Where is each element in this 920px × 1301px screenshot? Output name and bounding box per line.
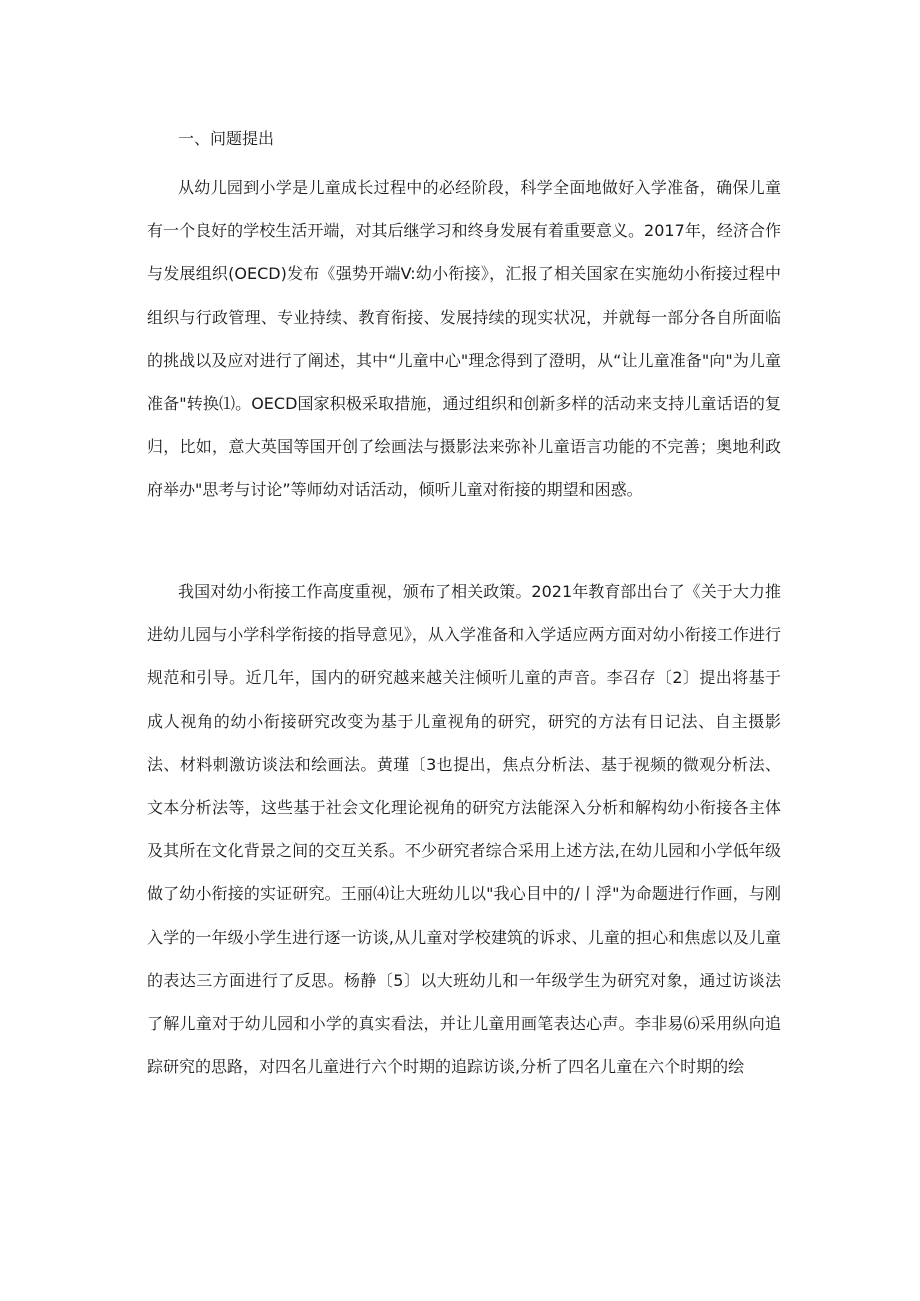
paragraph-2: 我国对幼小衔接工作高度重视，颁布了相关政策。2021年教育部出台了《关于大力推进幼儿园与小学科学衔接的指导意见》，从入学准备和入学适应两方面对幼小衔接工作进行规范和引导。近几年，国内的研究越来越关注倾听儿童的声音。李召存〔2〕提出将基于成人视角的幼小衔接研究改变为基于儿童视角的研究，研究的方法有日记法、自主摄影法、材料刺激访谈法和绘画法。黄瑾〔3也提出，焦点分析法、基于视频的微观分析法、文本分析法等，这些基于社会文化理论视角的研究方法能深入分析和解构幼小衔接各主体及其所在文化背景之间的交互关系。不少研究者综合采用上述方法,在幼儿园和小学低年级做了幼小衔接的实证研究。王丽⑷让大班幼儿以"我心目中的/丨浮"为命题进行作画，与刚入学的一年级小学生进行逐一访谈,从儿童对学校建筑的诉求、儿童的担心和焦虑以及儿童的表达三方面进行了反思。杨静〔5〕以大班幼儿和一年级学生为研究对象，通过访谈法了解儿童对于幼儿园和小学的真实看法，并让儿童用画笔表达心声。李非易⑹采用纵向追踪研究的思路，对四名儿童进行六个时期的追踪访谈,分析了四名儿童在六个时期的绘 <box>147 582 781 1077</box>
section-heading: 一、问题提出 <box>178 129 275 148</box>
paragraph-1: 从幼儿园到小学是儿童成长过程中的必经阶段，科学全面地做好入学准备，确保儿童有一个良好的学校生活开端，对其后继学习和终身发展有着重要意义。2017年，经济合作与发展组织(OECD)发布《强势开端V:幼小衔接》，汇报了相关国家在实施幼小衔接过程中组织与行政管理、专业持续、教育衔接、发展持续的现实状况，并就每一部分各自所面临的挑战以及应对进行了阐述，其中“儿童中心"理念得到了澄明，从“让儿童准备"向"为儿童准备"转换⑴。OECD国家积极采取措施，通过组织和创新多样的活动来支持儿童话语的复归，比如，意大英国等国开创了绘画法与摄影法来弥补儿童语言功能的不完善；奥地利政府举办"思考与讨论”等师幼对话活动，倾听儿童对衔接的期望和困惑。 <box>147 178 781 500</box>
